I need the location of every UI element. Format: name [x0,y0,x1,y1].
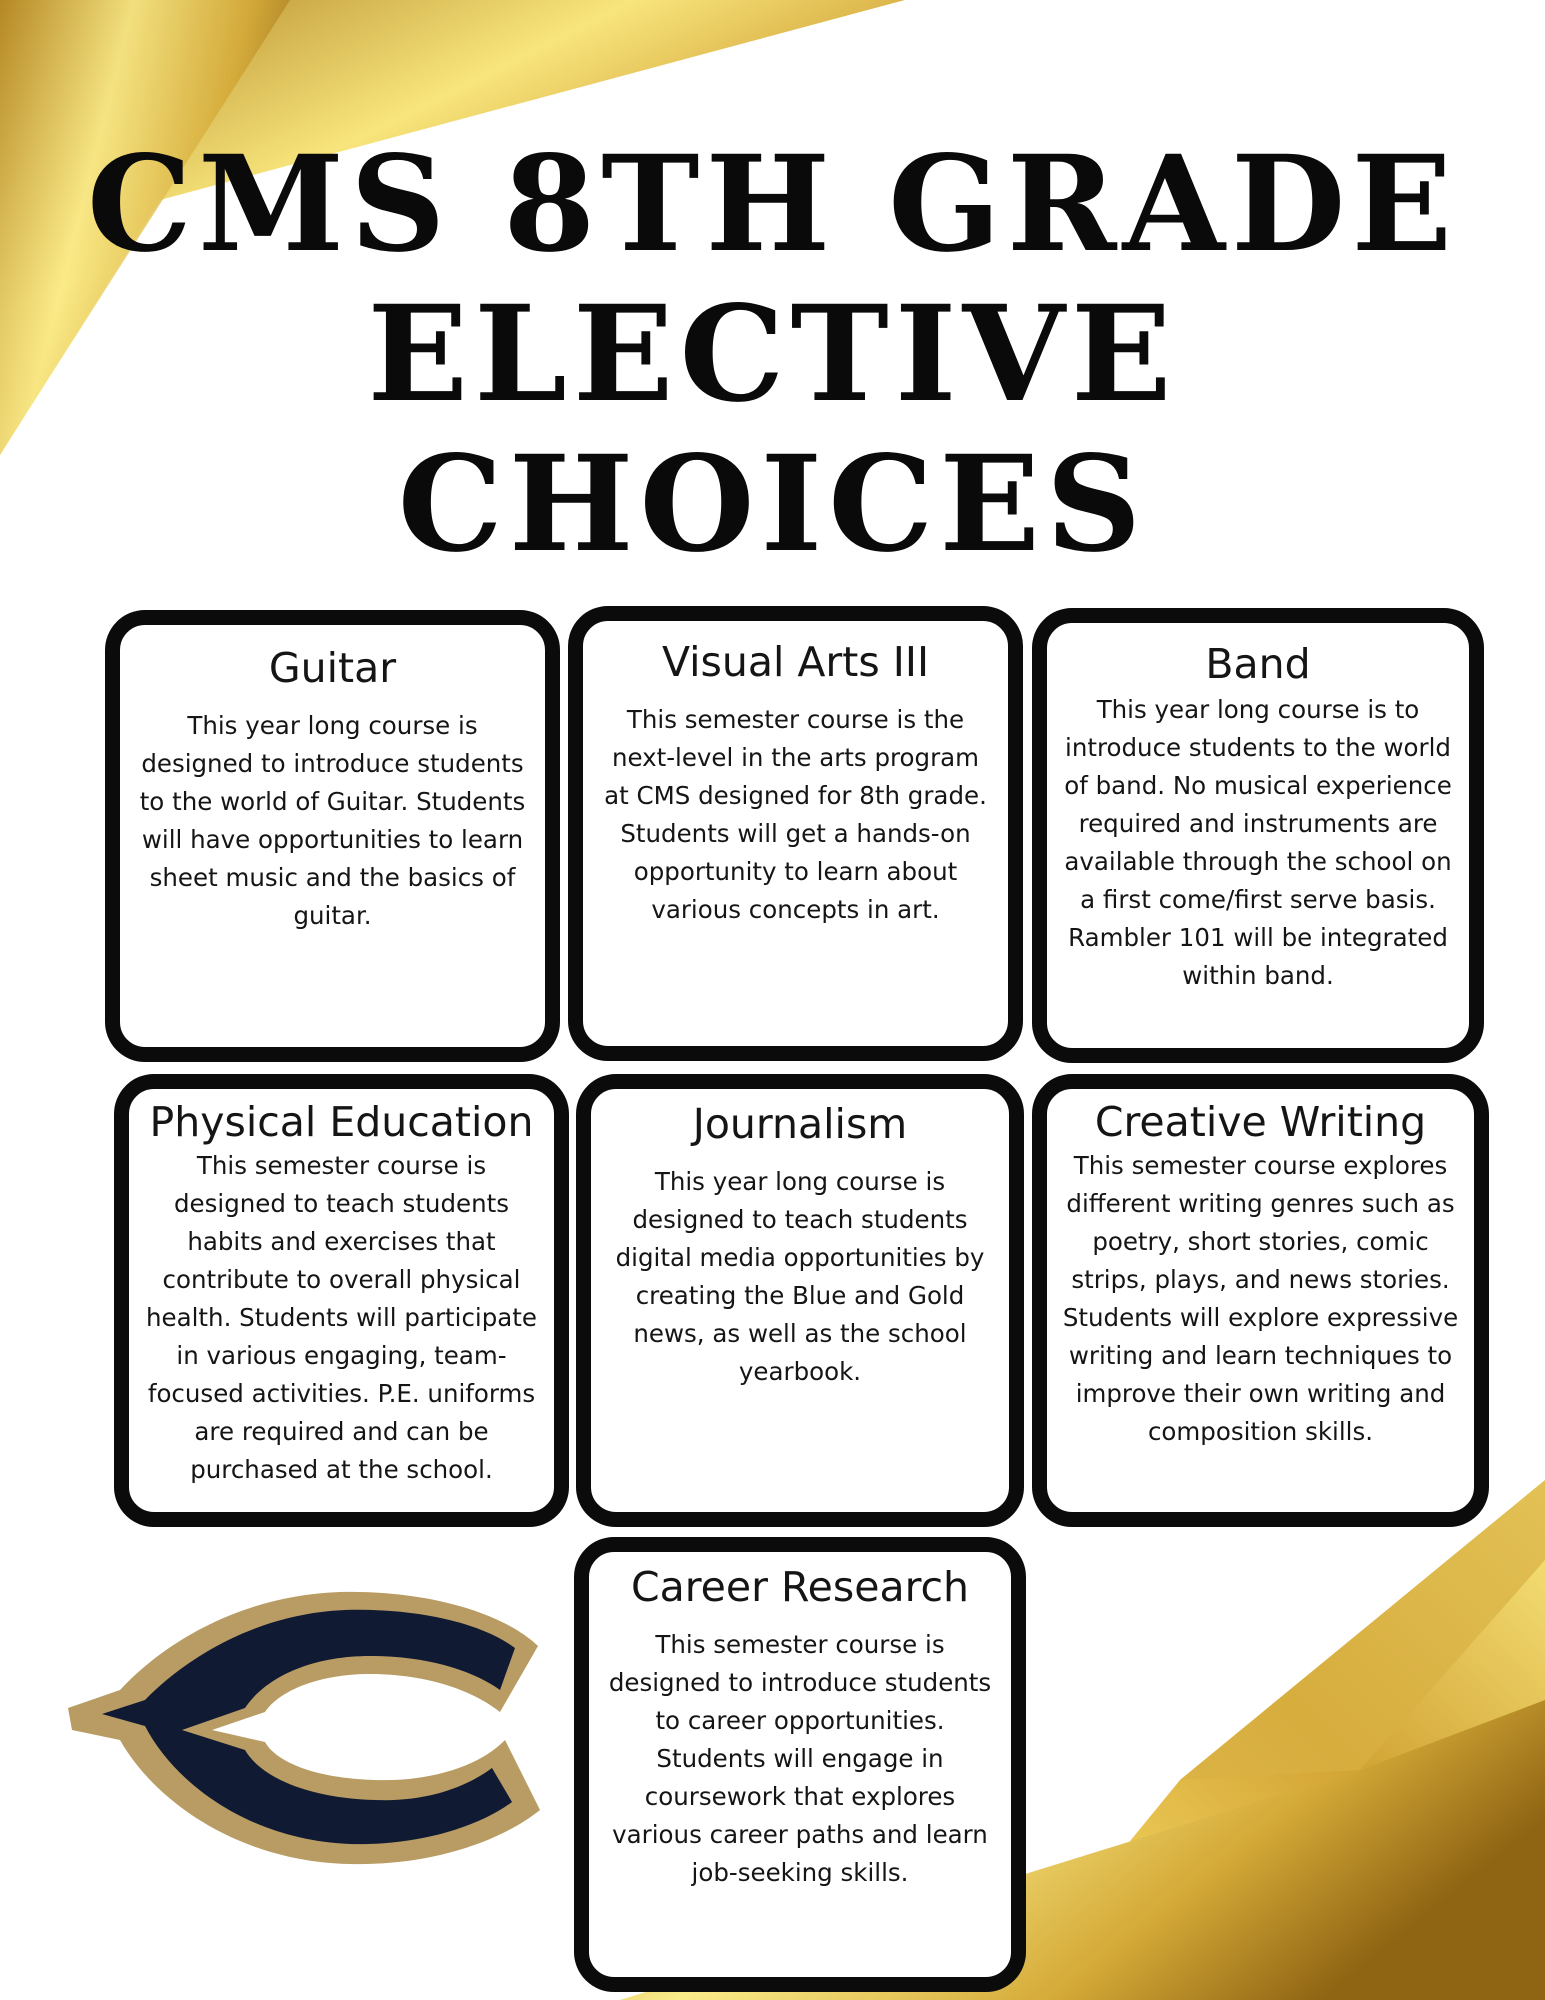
course-card-physical-education [114,1074,569,1527]
course-title: Career Research [630,1563,970,1611]
course-description: This semester course is designed to teach students habits and exercises that contribute to overall physical health. Students will participate in various engaging, team-focused activities. P.E. uniforms are required and can be purchased at the school. [146,1151,537,1484]
course-card-band [1032,608,1484,1063]
course-card-creative-writing [1032,1074,1489,1527]
course-title: Creative Writing [1094,1098,1427,1146]
course-title: Band [1205,640,1311,688]
course-description: This semester course is the next-level in the arts program at CMS designed for 8th grade. Students will get a hands-on opportunity to learn about various concepts in art. [604,705,987,924]
course-card-visual-arts [568,606,1023,1061]
course-description: This year long course is designed to teach students digital media opportunities by creating the Blue and Gold news, as well as the school yearbook. [615,1167,985,1386]
title-line-1: CMS 8TH GRADE [86,127,1459,282]
course-title: Visual Arts III [661,638,930,686]
page-title [0,127,1545,582]
course-description: This semester course explores different writing genres such as poetry, short stories, comic strips, plays, and news stories. Students will explore expressive writing and learn techniques to improve their own writing and composition skills. [1062,1151,1459,1446]
course-title: Journalism [692,1100,908,1148]
course-title: Physical Education [149,1098,534,1146]
school-c-logo [60,1580,560,1880]
course-description: This year long course is designed to introduce students to the world of Guitar. Students will have opportunities to learn sheet music and the basics of guitar. [139,711,526,930]
course-description: This semester course is designed to introduce students to career opportunities. Students will engage in coursework that explores various career paths and learn job-seeking skills. [608,1630,992,1887]
course-card-guitar [105,610,560,1062]
course-title: Guitar [268,644,397,692]
course-card-journalism [576,1074,1024,1527]
course-card-career-research [574,1537,1026,1992]
course-description: This year long course is to introduce students to the world of band. No musical experience required and instruments are available through the school on a first come/first serve basis. Rambler 101 will be integrated within band. [1064,695,1452,990]
title-line-2: ELECTIVE CHOICES [367,277,1178,582]
